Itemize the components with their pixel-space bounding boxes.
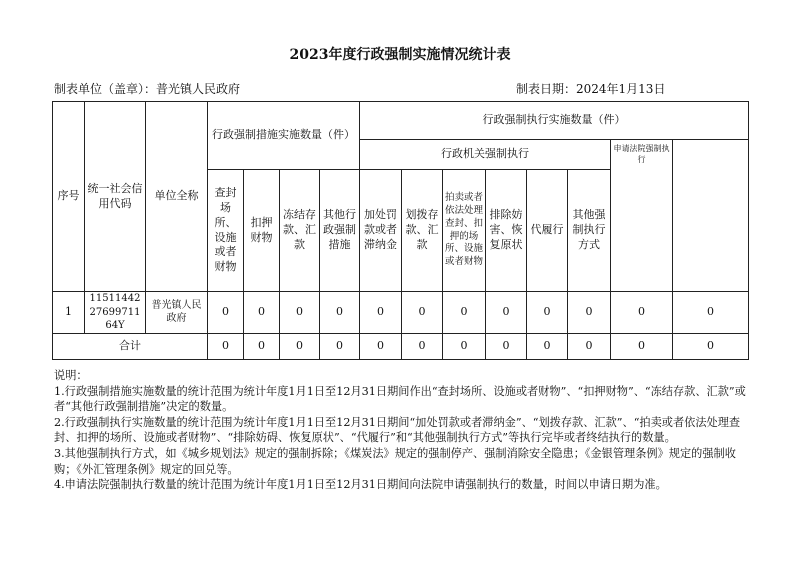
row-credit-code: 115114422769971164Y bbox=[85, 292, 146, 334]
total-value: 0 bbox=[360, 333, 402, 359]
header-exec-substitute: 代履行 bbox=[527, 170, 568, 292]
page-title: 2023年度行政强制实施情况统计表 bbox=[289, 47, 511, 63]
header-unit-name: 单位全称 bbox=[146, 102, 208, 292]
header-exec-penalty: 加处罚款或者滞纳金 bbox=[360, 170, 402, 292]
header-measure-seize: 扣押财物 bbox=[244, 170, 280, 292]
total-value: 0 bbox=[443, 333, 486, 359]
row-unit-name: 普光镇人民政府 bbox=[146, 292, 208, 334]
total-value: 0 bbox=[673, 333, 749, 359]
total-value: 0 bbox=[320, 333, 360, 359]
total-value: 0 bbox=[402, 333, 443, 359]
header-execution-group: 行政强制执行实施数量（件） bbox=[360, 102, 749, 140]
note-item: 1.行政强制措施实施数量的统计范围为统计年度1月1日至12月31日期间作出“查封场所、设施或者财物”、“扣押财物”、“冻结存款、汇款”或者“其他行政强制措施”决定的数量。 bbox=[54, 384, 746, 414]
row-value: 0 bbox=[208, 292, 244, 334]
table-row bbox=[53, 292, 749, 334]
row-seq: 1 bbox=[53, 292, 85, 334]
notes-heading: 说明： bbox=[54, 369, 88, 382]
header-measures-group: 行政强制措施实施数量（件） bbox=[208, 102, 360, 170]
row-value: 0 bbox=[320, 292, 360, 334]
header-exec-transfer: 划拨存款、汇款 bbox=[402, 170, 443, 292]
header-seq: 序号 bbox=[53, 102, 85, 292]
total-value: 0 bbox=[244, 333, 280, 359]
total-value: 0 bbox=[527, 333, 568, 359]
row-value: 0 bbox=[611, 292, 673, 334]
total-value: 0 bbox=[208, 333, 244, 359]
row-value: 0 bbox=[402, 292, 443, 334]
row-value: 0 bbox=[244, 292, 280, 334]
header-measure-freeze: 冻结存款、汇款 bbox=[280, 170, 320, 292]
total-value: 0 bbox=[611, 333, 673, 359]
header-credit-code: 统一社会信用代码 bbox=[85, 102, 146, 292]
header-measure-seal: 查封场所、设施或者财物 bbox=[208, 170, 244, 292]
row-value: 0 bbox=[527, 292, 568, 334]
note-item: 2.行政强制执行实施数量的统计范围为统计年度1月1日至12月31日期间“加处罚款或者滞纳金”、“划拨存款、汇款”、“拍卖或者依法处理查封、扣押的场所、设施或者财物”、“排除妨碍、恢复原状”、“代履行”和“其他强制执行方式”等执行完毕或者终结执行的数量。 bbox=[54, 415, 741, 445]
note-item: 4.申请法院强制执行数量的统计范围为统计年度1月1日至12月31日期间向法院申请强制执行的数量，时间以申请日期为准。 bbox=[54, 478, 667, 492]
total-row bbox=[53, 333, 749, 359]
report-date: 制表日期：2024年1月13日 bbox=[516, 82, 666, 96]
total-value: 0 bbox=[568, 333, 611, 359]
row-value: 0 bbox=[568, 292, 611, 334]
row-value: 0 bbox=[280, 292, 320, 334]
note-item: 3.其他强制执行方式，如《城乡规划法》规定的强制拆除；《煤炭法》规定的强制停产、强制消除安全隐患；《金银管理条例》规定的强制收购；《外汇管理条例》规定的回兑等。 bbox=[54, 446, 736, 476]
row-value: 0 bbox=[443, 292, 486, 334]
row-value: 0 bbox=[360, 292, 402, 334]
header-exec-auction: 拍卖或者依法处理查封、扣押的场所、设施或者财物 bbox=[443, 170, 486, 292]
header-exec-remove-obstruction: 排除妨害、恢复原状 bbox=[486, 170, 527, 292]
header-agency-execution: 行政机关强制执行 bbox=[360, 140, 611, 170]
total-value: 0 bbox=[486, 333, 527, 359]
header-court-execution: 申请法院强制执行 bbox=[611, 140, 673, 292]
total-value: 0 bbox=[280, 333, 320, 359]
header-measure-other: 其他行政强制措施 bbox=[320, 170, 360, 292]
reporting-unit: 制表单位（盖章）：普光镇人民政府 bbox=[54, 82, 241, 96]
notes-section bbox=[54, 368, 754, 493]
header-exec-other: 其他强制执行方式 bbox=[568, 170, 611, 292]
statistics-table bbox=[52, 101, 749, 360]
row-value: 0 bbox=[486, 292, 527, 334]
row-value: 0 bbox=[673, 292, 749, 334]
total-label: 合计 bbox=[53, 333, 208, 359]
